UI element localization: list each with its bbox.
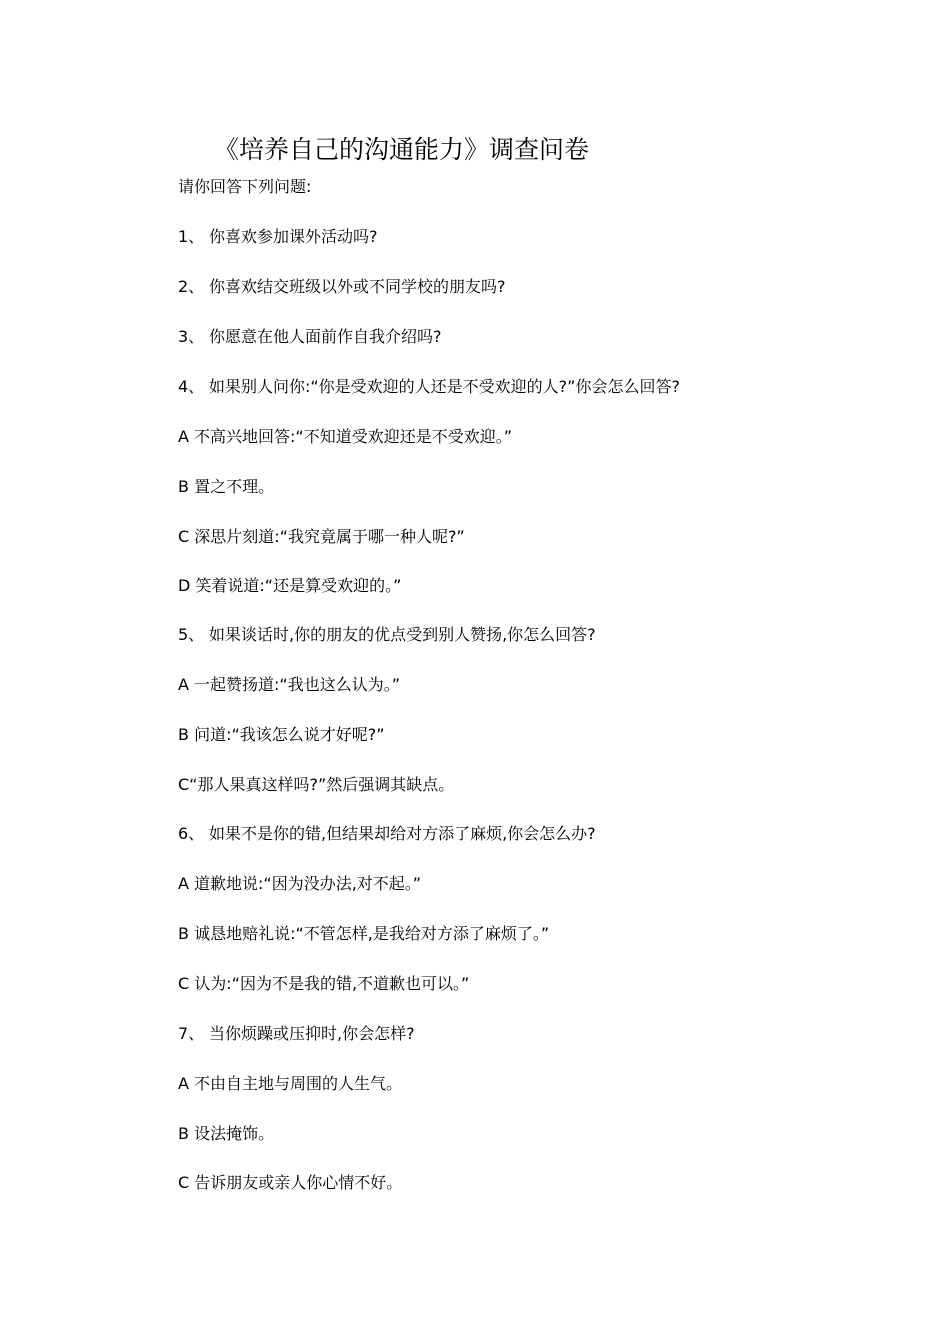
option-line: A 不高兴地回答:“不知道受欢迎还是不受欢迎。” — [178, 427, 513, 446]
question-number: 2、 — [178, 277, 205, 296]
question-text: 如果谈话时,你的朋友的优点受到别人赞扬,你怎么回答? — [209, 625, 596, 644]
question-text: 当你烦躁或压抑时,你会怎样? — [209, 1024, 415, 1043]
question-2 — [178, 275, 506, 299]
intro-text: 请你回答下列问题: — [178, 177, 312, 196]
question-number: 6、 — [178, 824, 205, 843]
question-number: 3、 — [178, 327, 205, 346]
question-4 — [178, 375, 680, 399]
question-text: 你喜欢结交班级以外或不同学校的朋友吗? — [209, 277, 506, 296]
question-7 — [178, 1022, 415, 1046]
question-6 — [178, 822, 596, 846]
option-line: B 问道:“我该怎么说才好呢?” — [178, 725, 385, 744]
question-number: 7、 — [178, 1024, 205, 1043]
question-text: 你愿意在他人面前作自我介绍吗? — [209, 327, 442, 346]
option-line: A 道歉地说:“因为没办法,对不起。” — [178, 874, 422, 893]
question-5 — [178, 623, 596, 647]
option-line: C“那人果真这样吗?”然后强调其缺点。 — [178, 775, 455, 794]
question-text: 如果别人问你:“你是受欢迎的人还是不受欢迎的人?”你会怎么回答? — [209, 377, 680, 396]
question-1 — [178, 225, 378, 249]
option-line: C 认为:“因为不是我的错,不道歉也可以。” — [178, 974, 470, 993]
option-line: A 一起赞扬道:“我也这么认为。” — [178, 675, 401, 694]
option-line: B 诚恳地赔礼说:“不管怎样,是我给对方添了麻烦了。” — [178, 924, 550, 943]
option-line: D 笑着说道:“还是算受欢迎的。” — [178, 576, 402, 595]
question-number: 5、 — [178, 625, 205, 644]
option-line: C 告诉朋友或亲人你心情不好。 — [178, 1173, 403, 1192]
document-title: 《培养自己的沟通能力》调查问卷 — [214, 135, 590, 164]
question-text: 如果不是你的错,但结果却给对方添了麻烦,你会怎么办? — [209, 824, 596, 843]
question-number: 4、 — [178, 377, 205, 396]
option-line: B 设法掩饰。 — [178, 1124, 275, 1143]
question-number: 1、 — [178, 227, 205, 246]
question-text: 你喜欢参加课外活动吗? — [209, 227, 378, 246]
question-3 — [178, 325, 442, 349]
option-line: C 深思片刻道:“我究竟属于哪一种人呢?” — [178, 527, 465, 546]
option-line: B 置之不理。 — [178, 477, 275, 496]
option-line: A 不由自主地与周围的人生气。 — [178, 1074, 403, 1093]
